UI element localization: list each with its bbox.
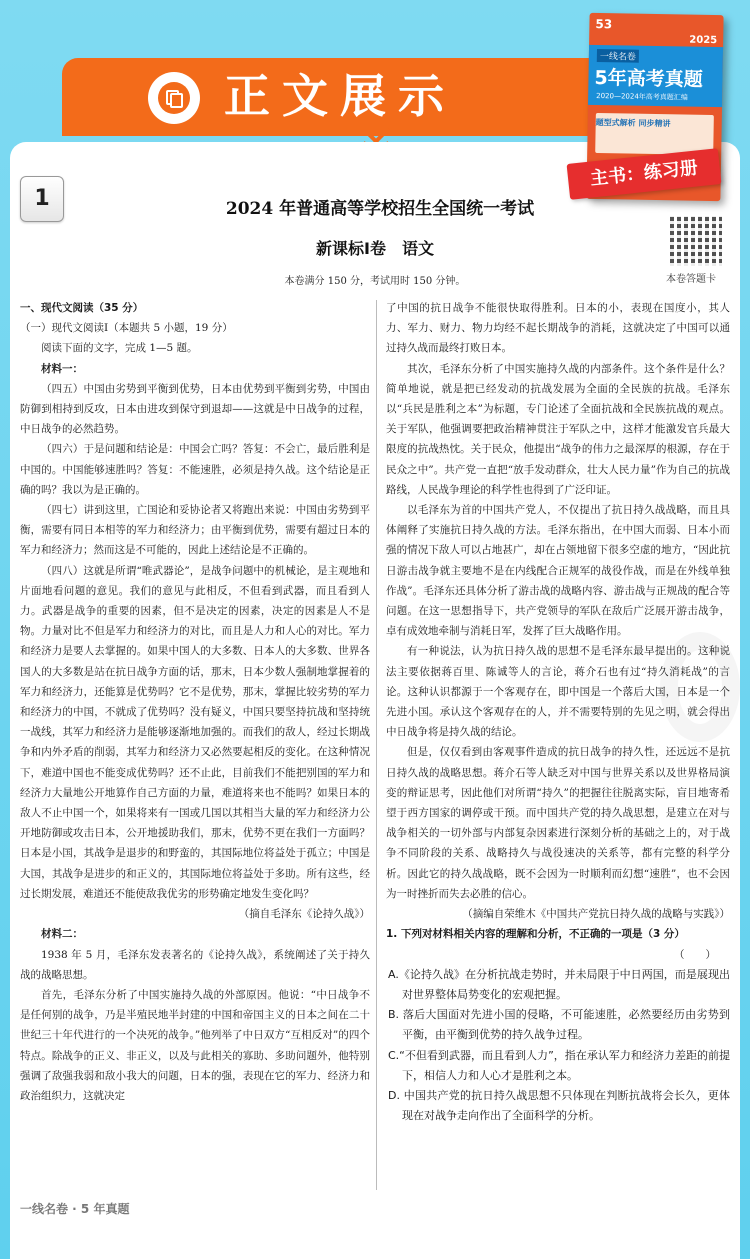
paragraph: 有一种说法，认为抗日持久战的思想不是毛泽东最早提出的。这种说法主要依据蒋百里、陈诚等人的言论，蒋介石也有过“持久消耗战”的言论。这种认识都源于一个客观存在，即中国是一个落后大国，日本是一个先进小国。承认这个客观存在的人，并不需要特别的先见之明，就会得出中日战争将是持久战的结论。 — [386, 645, 730, 739]
option-d: D. 中国共产党的抗日持久战思想不只体现在判断抗战将会长久，更体现在对战争走向作出了全面科学的分析。 — [388, 1088, 730, 1123]
subsection-heading: （一）现代文阅读Ⅰ（本题共 5 小题，19 分） — [20, 322, 233, 335]
document-icon — [148, 72, 200, 124]
material-2-label: 材料二： — [41, 928, 83, 941]
paragraph: （四六）于是问题和结论是：中国会亡吗？答复：不会亡，最后胜利是中国的。中国能够速胜吗？答复：不能速胜，必须是持久战。这个结论是正确的吗？我以为是正确的。 — [20, 443, 370, 496]
option-c: C.“不但看到武器，而且看到人力”，指在承认军力和经济力差距的前提下，相信人力和人心才是胜利之本。 — [388, 1048, 730, 1082]
book-brand: 53 — [595, 16, 613, 32]
book-small-text: 2020—2024年高考真题汇编 — [596, 91, 688, 102]
right-column — [386, 298, 730, 1126]
header-title: 正文展示 — [224, 69, 456, 123]
paragraph: 首先，毛泽东分析了中国实施持久战的外部原因。他说：“中日战争不是任何别的战争，乃是半殖民地半封建的中国和帝国主义的日本之间在二十世纪三十年代进行的一个决死的战争。”他列举了中日双方“互相反对”的四个特点。除战争的正义、非正义，以及与此相关的寡助、多助问题外，他特别强调了敌强我弱和敌小我大的问题，日本的强，表现在它的军力、经济力和政治组织力，这就决定 — [20, 988, 370, 1102]
qr-code-icon[interactable] — [670, 216, 722, 266]
paragraph: 1938 年 5 月，毛泽东发表著名的《论持久战》，系统阐述了关于持久战的战略思想。 — [20, 948, 370, 981]
footer-label: 一线名卷 · 5 年真题 — [20, 1202, 130, 1216]
material-1-label: 材料一： — [41, 362, 83, 375]
paragraph: 但是，仅仅看到由客观事件造成的抗日战争的持久性，还远远不是抗日持久战的战略思想。蒋介石等人缺乏对中国与世界关系以及世界格局演变的辩证思考，因此他们对所谓“持久”的把握往往脱离实际，盲目地寄希望于西方国家的调停或干预。而中国共产党的持久战思想，是建立在对与战争相关的一切外部与内部复杂因素进行深刻分析的基础之上的，对于战争不同阶段的关系、战略持久与战役速决的关系等，都有完整的科学分析。因此它的持久战战略，既不会因为一时顺利而幻想“速胜”，也不会因为一时挫折而失去必胜的信心。 — [386, 746, 730, 900]
paper-number-badge: 1 — [20, 176, 64, 222]
paragraph: 了中国的抗日战争不能很快取得胜利。日本的小，表现在国度小，其人力、军力、财力、物力均经不起长期战争的消耗，这就决定了中国可以通过持久战而最终打败日本。 — [386, 302, 730, 355]
paragraph: 以毛泽东为首的中国共产党人，不仅提出了抗日持久战战略，而且具体阐释了实施抗日持久战的方法。毛泽东指出，在中国大而弱、日本小而强的情况下敌人可以占地甚广，却在占领地留下很多空虚的地方，“因此抗日游击战争就主要地不是在内线配合正规军的战役作战，而是在外线单独作战”。毛泽东还具体分析了游击战的战略内容、游击战与正规战的配合等问题。在这一思想指导下，共产党领导的军队在敌后广泛展开游击战争，卓有成效地牵制与消耗日军，发挥了巨大战略作用。 — [386, 504, 730, 638]
paragraph: （四七）讲到这里，亡国论和妥协论者又将跑出来说：中国由劣势到平衡，需要有同日本相等的军力和经济力；由平衡到优势，需要有超过日本的军力和经济力；然而这是不可能的，因此上述结论是不正确的。 — [20, 504, 370, 557]
paper-subtitle: 新课标Ⅰ卷 语文 — [316, 239, 434, 258]
paragraph: （四八）这就是所谓“唯武器论”，是战争问题中的机械论，是主观地和片面地看问题的意见。我们的意见与此相反，不但看到武器，而且看到人力。武器是战争的重要的因素，但不是决定的因素，决定的因素是人不是物。力量对比不但是军力和经济力的对比，而且是人力和人心的对比。军力和经济力是要人去掌握的。如果中国人的大多数、日本人的大多数、世界各国人的大多数是站在抗日战争方面的话，那末，日本少数人强制地掌握着的军力和经济力，还能算是优势吗？它不是优势，那末，掌握比较劣势的军力和经济力的中国，不就成了优势吗？没有疑义，中国只要坚持抗战和坚持统一战线，其军力和经济力是能够逐渐地加强的。而我们的敌人，经过长期战争和内外矛盾的削弱，其军力和经济力又必然要起相反的变化。在这种情况下，难道中国也不能变成优势吗？还不止此，目前我们不能把别国的军力和经济力大量地公开地算作自己方面的力量，难道将来也不能吗？如果日本的敌人不止中国一个，如果将来有一国或几国以其相当大量的军力和经济力公开地防御或攻击日本，公开地援助我们，那末，优势不更在我们一方面吗？日本是小国，其战争是退步的和野蛮的，其国际地位将益处于孤立；中国是大国，其战争是进步的和正义的，其国际地位将益处于多助。所有这些，经过长期发展，难道还不能使敌我优劣的形势确定地发生变化吗？ — [20, 564, 370, 900]
left-column — [20, 298, 370, 1106]
book-subtitle: 一线名卷 — [597, 49, 639, 63]
source-citation: （摘编自荣维木《中国共产党抗日持久战的战略与实践》） — [462, 908, 730, 921]
instruction: 阅读下面的文字，完成 1—5 题。 — [41, 342, 198, 355]
ribbon-label: 主书：练习册 — [589, 157, 699, 190]
option-b: B. 落后大国面对先进小国的侵略，不可能速胜，必然要经历由劣势到平衡，由平衡到优势的持久战争过程。 — [388, 1008, 730, 1042]
option-a: A.《论持久战》在分析抗战走势时，并未局限于中日两国，而是展现出对世界整体局势变化的宏观把握。 — [388, 967, 730, 1001]
source-citation: （摘自毛泽东《论持久战》） — [238, 908, 370, 921]
section-heading: 一、现代文阅读（35 分） — [20, 302, 144, 314]
question-1: 1. 下列对材料相关内容的理解和分析，不正确的一项是（3 分） — [386, 928, 685, 941]
answer-blank: （ ） — [674, 948, 716, 961]
book-title: 5年高考真题 — [594, 66, 703, 91]
book-strip-text: 题型式解析 同步精讲 — [595, 117, 671, 129]
qr-label: 本卷答题卡 — [666, 274, 716, 285]
paper-note: 本卷满分 150 分，考试用时 150 分钟。 — [284, 276, 466, 287]
paragraph: 其次，毛泽东分析了中国实施持久战的内部条件。这个条件是什么？简单地说，就是把已经发动的抗战发展为全面的全民族的抗战。毛泽东以“兵民是胜利之本”为标题，专门论述了全面抗战和全民族抗战的观点。关于军队，他强调要把政治精神贯注于军队之中，这样才能激发官兵最大限度的抗战热忱。关于民众，他提出“战争的伟力之最深厚的根源，存在于民众之中”。共产党一直把“放手发动群众，壮大人民力量”作为自己的抗战路线，人民战争理论的科学性也得到了广泛印证。 — [386, 362, 730, 496]
paragraph: （四五）中国由劣势到平衡到优势，日本由优势到平衡到劣势，中国由防御到相持到反攻，日本由进攻到保守到退却——这就是中日战争的过程，中日战争的必然趋势。 — [20, 382, 370, 436]
column-divider — [376, 300, 377, 1190]
book-year: 2025 — [689, 34, 718, 47]
paper-title: 2024 年普通高等学校招生全国统一考试 — [225, 199, 535, 219]
